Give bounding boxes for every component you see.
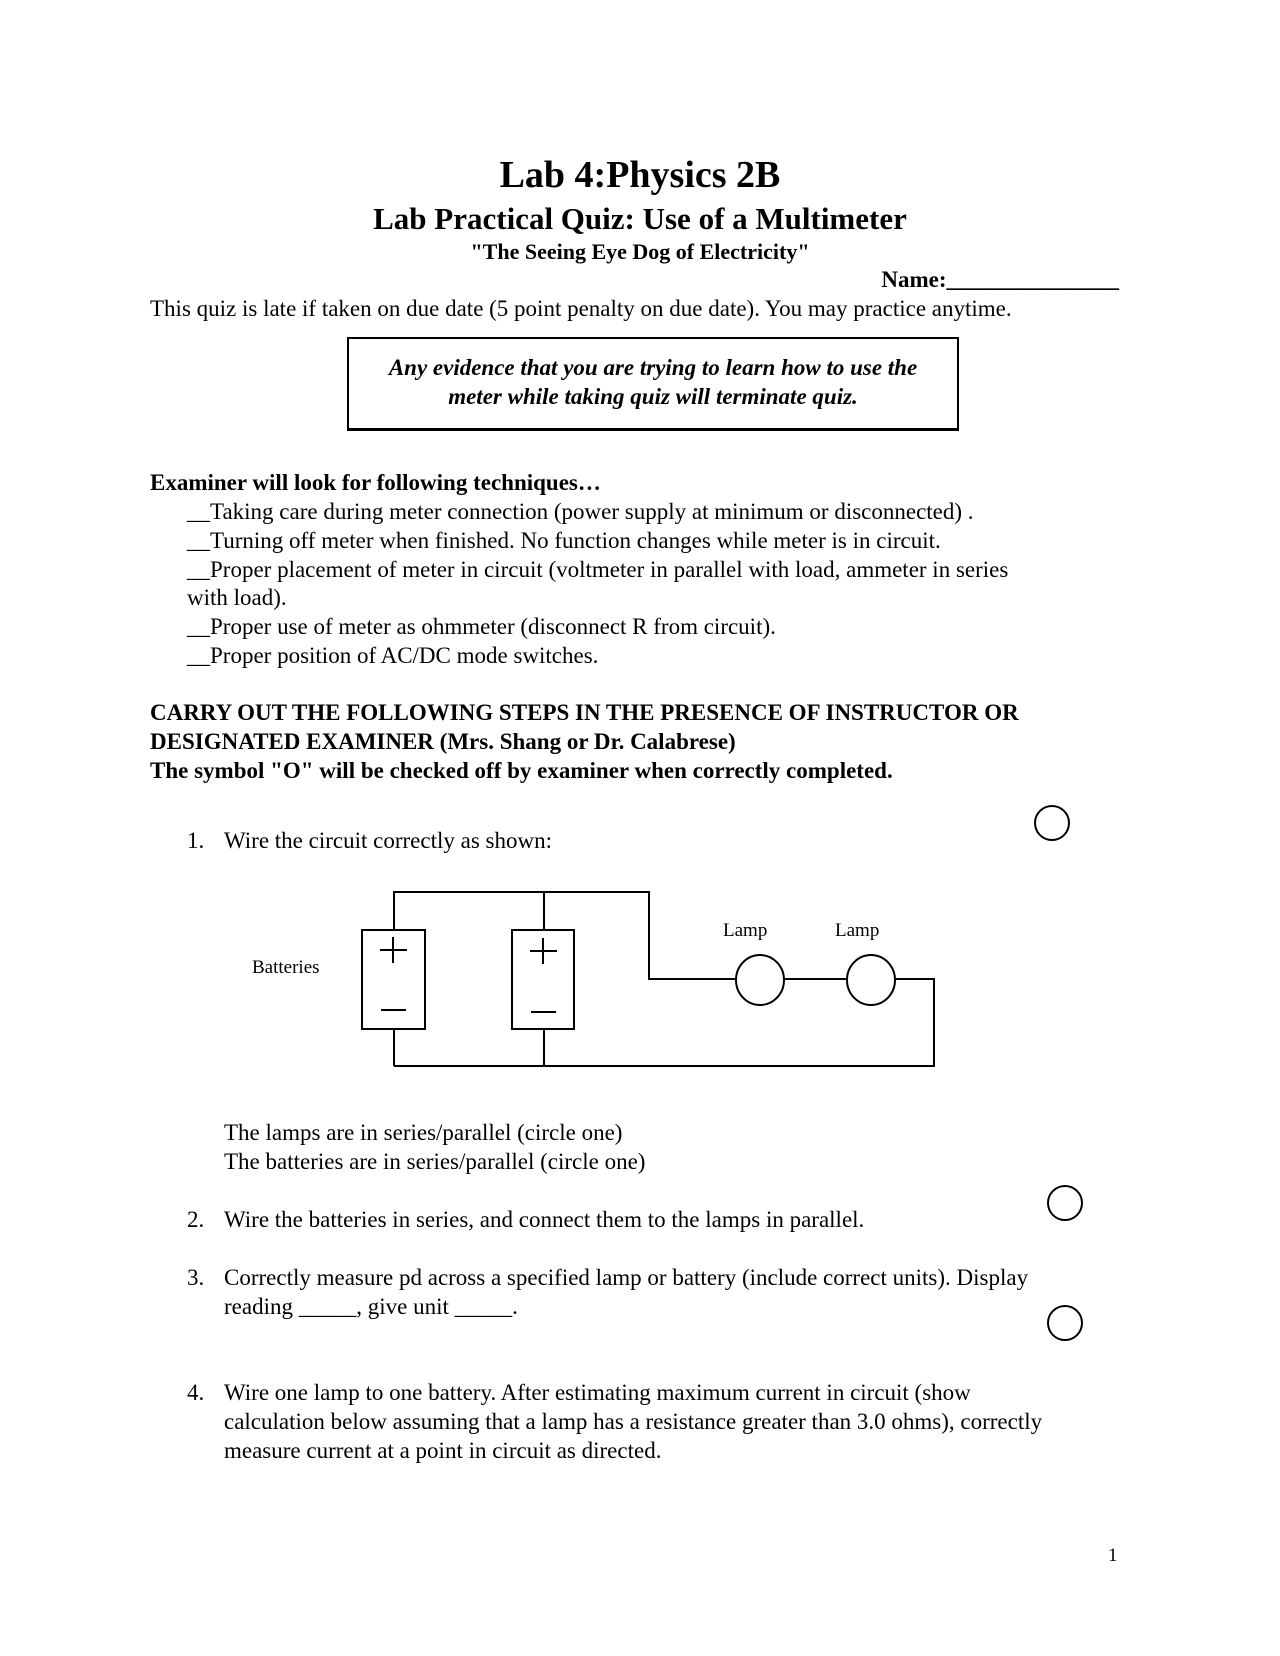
late-notice: This quiz is late if taken on due date (5 point penalty on due date). You may practice anytime. [150,296,1012,321]
lamp-label-2: Lamp [835,920,880,941]
technique-item: __Turning off meter when finished. No function changes while meter is in circuit. [187,528,941,553]
name-field[interactable]: Name:_______________ [881,267,1119,292]
techniques-heading: Examiner will look for following techniques… [150,470,601,495]
step-4-text-line-3: measure current at a point in circuit as directed. [224,1438,662,1463]
step-3-check-circle[interactable] [1047,1305,1083,1341]
step-3-text-line-2: reading _____, give unit _____. [224,1294,518,1319]
technique-item: __Taking care during meter connection (power supply at minimum or disconnected) . [187,499,974,524]
document-title: Lab 4:Physics 2B [499,154,781,196]
step-2-check-circle[interactable] [1047,1185,1083,1221]
instructions-line-2: DESIGNATED EXAMINER (Mrs. Shang or Dr. Calabrese) [150,729,736,754]
instructions-line-1: CARRY OUT THE FOLLOWING STEPS IN THE PRESENCE OF INSTRUCTOR OR [150,700,1019,725]
step-3-number: 3. [187,1265,205,1290]
document-tagline: "The Seeing Eye Dog of Electricity" [470,239,810,264]
technique-item: __Proper use of meter as ohmmeter (disconnect R from circuit). [187,614,776,639]
step-3-text-line-1: Correctly measure pd across a specified lamp or battery (include correct units). Display [224,1265,1029,1290]
batteries-series-parallel-question: The batteries are in series/parallel (circle one) [224,1149,646,1174]
step-4-text-line-1: Wire one lamp to one battery. After estimating maximum current in circuit (show [224,1380,971,1405]
lamp-label-1: Lamp [723,920,768,941]
page-number: 1 [1108,1545,1118,1566]
technique-item: __Proper placement of meter in circuit (voltmeter in parallel with load, ammeter in series [187,557,1009,582]
batteries-label: Batteries [252,957,320,978]
step-2-text: Wire the batteries in series, and connect them to the lamps in parallel. [224,1207,865,1232]
lamps-series-parallel-question: The lamps are in series/parallel (circle one) [224,1120,623,1145]
step-1-number: 1. [187,828,205,853]
document-subtitle: Lab Practical Quiz: Use of a Multimeter [373,201,907,236]
technique-item-continuation: with load). [187,585,287,610]
warning-line-1: Any evidence that you are trying to learn how to use the [388,355,918,380]
technique-item: __Proper position of AC/DC mode switches. [187,643,599,668]
step-1-text: Wire the circuit correctly as shown: [224,828,552,853]
instructions-line-3: The symbol "O" will be checked off by examiner when correctly completed. [150,758,893,783]
step-4-number: 4. [187,1380,205,1405]
warning-line-2: meter while taking quiz will terminate quiz. [448,384,858,409]
step-2-number: 2. [187,1207,205,1232]
step-4-text-line-2: calculation below assuming that a lamp has a resistance greater than 3.0 ohms), correctly [224,1409,1043,1434]
